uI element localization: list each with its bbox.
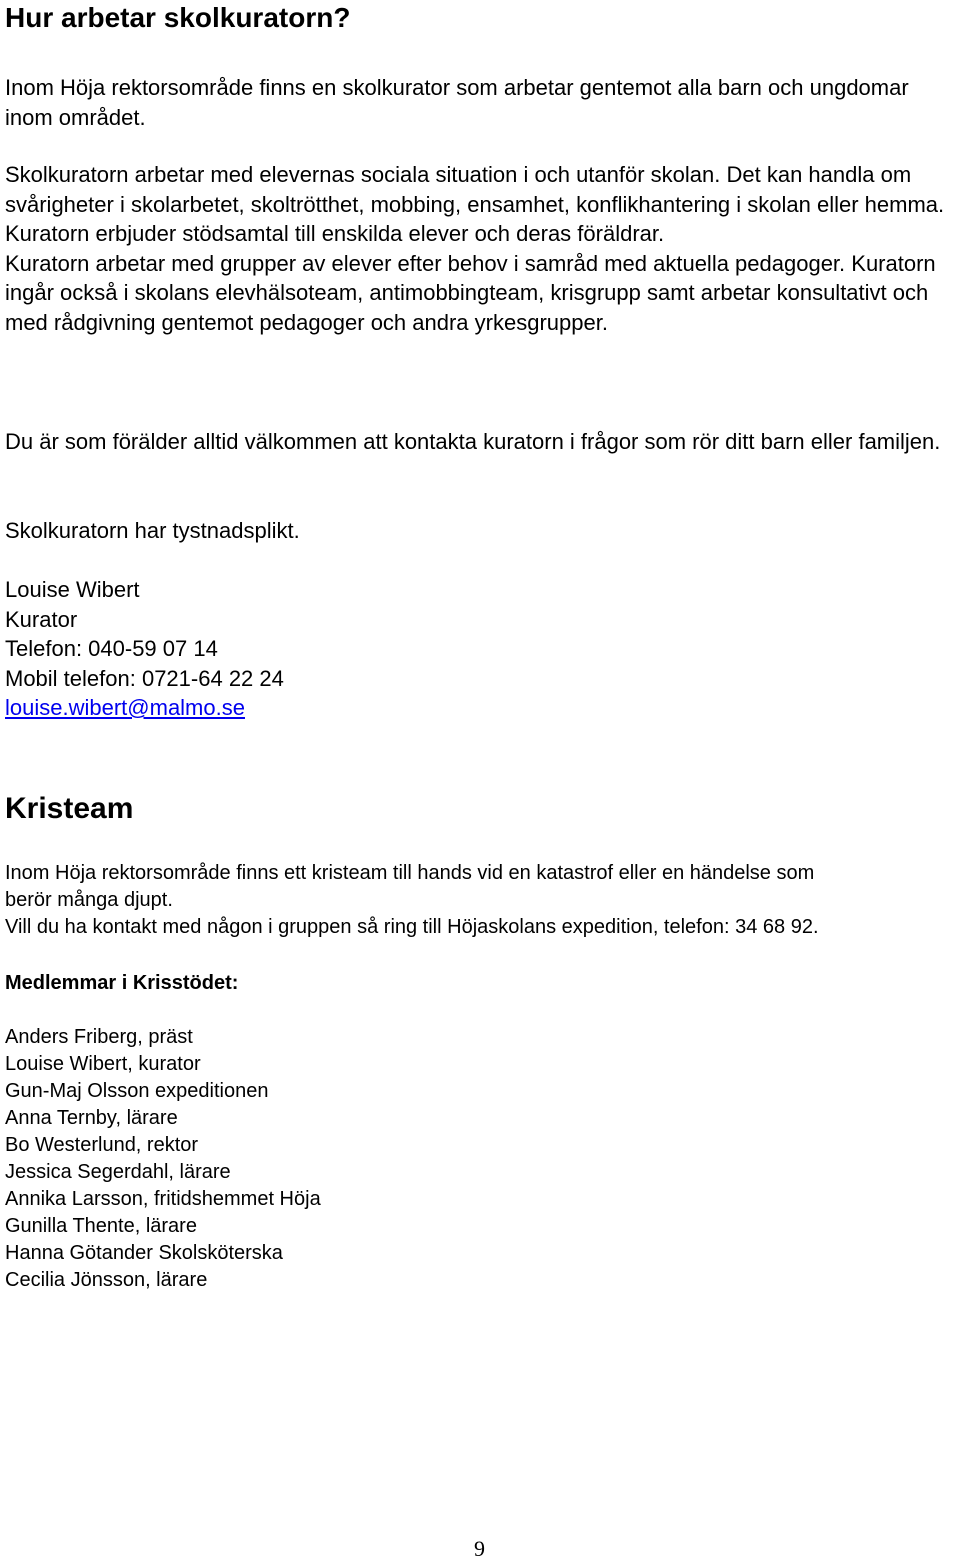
list-item: Gunilla Thente, lärare	[5, 1215, 197, 1237]
list-item: Bo Westerlund, rektor	[5, 1134, 199, 1156]
members-list	[5, 1024, 321, 1294]
list-item: Louise Wibert, kurator	[5, 1053, 201, 1075]
list-item: Gun-Maj Olsson expeditionen	[5, 1080, 269, 1102]
list-item: Hanna Götander Skolsköterska	[5, 1242, 283, 1264]
members-heading: Medlemmar i Krisstödet:	[5, 972, 239, 994]
email-link[interactable]: louise.wibert@malmo.se	[5, 695, 245, 720]
contact-role: Kurator	[5, 606, 78, 632]
work-line: Skolkuratorn arbetar med elevernas sociala situation i och utanför skolan. Det kan handla om svårigheter i skolarbetet, skoltrötthet, mobbing, ensamhet, konflikhantering i skolan eller hemma.	[5, 162, 945, 217]
contact-mobile: Mobil telefon: 0721-64 22 24	[5, 665, 284, 691]
list-item: Anna Ternby, lärare	[5, 1107, 178, 1129]
contact-block	[5, 575, 957, 723]
parent-paragraph: Du är som förälder alltid välkommen att kontakta kuratorn i frågor som rör ditt barn eller familjen.	[5, 429, 941, 454]
kristeam-contact-line: Vill du ha kontakt med någon i gruppen så ring till Höjaskolans expedition, telefon: 34 68 92.	[5, 916, 819, 938]
list-item: Cecilia Jönsson, lärare	[5, 1269, 208, 1291]
kristeam-heading: Kristeam	[5, 792, 134, 825]
contact-name: Louise Wibert	[5, 577, 140, 602]
list-item: Jessica Segerdahl, lärare	[5, 1161, 231, 1183]
intro-paragraph: Inom Höja rektorsområde finns en skolkurator som arbetar gentemot alla barn och ungdomar inom området.	[5, 75, 909, 130]
work-line: Kuratorn arbetar med grupper av elever efter behov i samråd med aktuella pedagoger. Kuratorn ingår också i skolans elevhälsoteam, antimobbingteam, krisgrupp samt arbetar konsultativt och med rådgivning gentemot pedagoger och andra yrkesgrupper.	[5, 250, 936, 335]
list-item: Annika Larsson, fritidshemmet Höja	[5, 1188, 321, 1210]
page-title: Hur arbetar skolkuratorn?	[5, 2, 351, 33]
kristeam-description	[5, 860, 960, 941]
list-item: Anders Friberg, präst	[5, 1026, 193, 1048]
kristeam-intro: Inom Höja rektorsområde finns ett kristeam till hands vid en katastrof eller en händelse som berör många djupt.	[5, 862, 815, 911]
work-line: Kuratorn erbjuder stödsamtal till enskilda elever och deras föräldrar.	[5, 221, 665, 246]
page-number: 9	[474, 1536, 485, 1561]
confidentiality-note: Skolkuratorn har tystnadsplikt.	[5, 518, 300, 543]
contact-phone: Telefon: 040-59 07 14	[5, 636, 218, 661]
work-description	[5, 160, 957, 337]
